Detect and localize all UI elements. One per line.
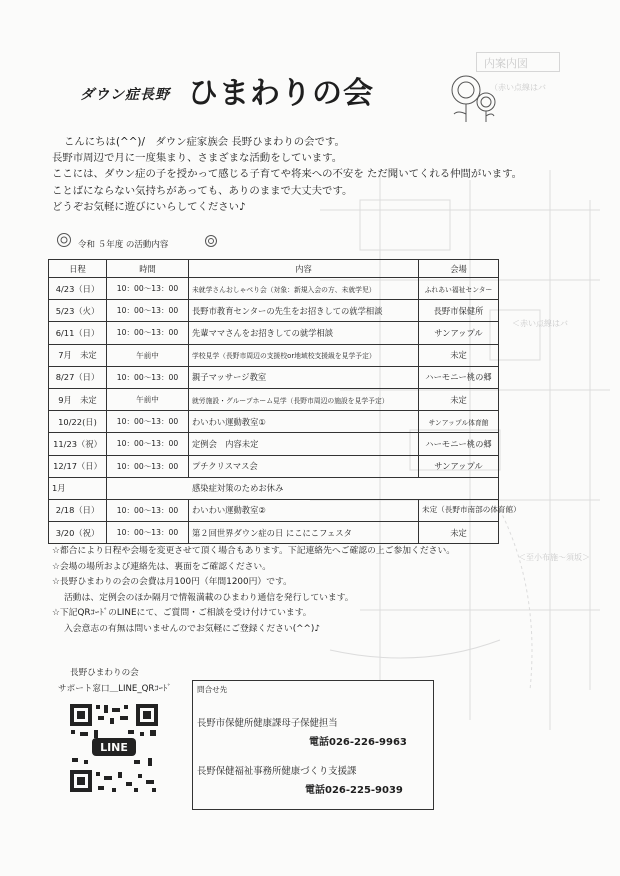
table-row xyxy=(49,411,499,433)
date-cell: 3/20（祝） xyxy=(49,522,107,544)
venue-cell: 未定 xyxy=(419,522,499,544)
note-line: ☆都合により日程や会場を変更させて頂く場合もあります。下記連絡先へご確認の上ご参加ください。 xyxy=(52,546,456,556)
venue-cell: ふれあい福祉センター xyxy=(419,278,499,300)
content-cell: 未就学さんおしゃべり会（対象：新規入会の方、未就学児） xyxy=(189,278,419,300)
date-cell: 10/22(日) xyxy=(49,411,107,433)
content-cell: 長野市教育センターの先生をお招きしての就学相談 xyxy=(189,300,419,322)
venue-cell: サンアップル xyxy=(419,322,499,344)
venue-cell: ハーモニー桃の郷 xyxy=(419,366,499,388)
content-text: 感染症対策のためお休み xyxy=(192,483,284,494)
table-row xyxy=(49,433,499,455)
intro-line: ことばにならない気持ちがあっても、ありのままで大丈夫です。 xyxy=(52,184,353,197)
date-cell: 5/23（火） xyxy=(49,300,107,322)
intro-line: 長野市周辺で月に一度集まり、さまざまな活動をしています。 xyxy=(52,152,343,165)
table-header-row xyxy=(49,260,499,278)
contact-org-2: 長野保健福祉事務所健康づくり支援課 xyxy=(197,766,357,777)
content-cell: 第２回世界ダウン症の日 にこにこフェスタ xyxy=(189,522,419,544)
intro-line: ここには、ダウン症の子を授かって感じる子育てや将来への不安を ただ聞いてくれる仲間がいます。 xyxy=(52,168,523,181)
table-row xyxy=(49,300,499,322)
contact-phone-2[interactable]: 電話026-225-9039 xyxy=(305,785,403,796)
note-line: ☆会場の場所および連絡先は、裏面をご確認ください。 xyxy=(52,561,272,572)
time-cell: 10：00〜13：00 xyxy=(107,455,189,477)
content-cell: 就労施設・グループホーム見学（長野市周辺の施設を見学予定） xyxy=(189,388,419,410)
time-cell: 10：00〜13：00 xyxy=(107,499,189,521)
date-cell: 8/27（日） xyxy=(49,366,107,388)
notes xyxy=(52,544,455,637)
table-row xyxy=(49,455,499,477)
note-line: 活動は、定例会のほか隔月で情報満載のひまわり通信を発行しています。 xyxy=(64,592,354,603)
map-label: ＜至小布施〜須坂＞ xyxy=(518,553,590,562)
note-line: ☆下記QRｺｰﾄﾞのLINEにて、ご質問・ご相談を受け付けています。 xyxy=(52,608,312,618)
time-cell: 午前中 xyxy=(107,344,189,366)
date-cell: 1月 xyxy=(49,477,107,499)
time-cell: 10：00〜13：00 xyxy=(107,433,189,455)
contact-caption: 問合せ先 xyxy=(197,685,228,694)
content-cell xyxy=(107,477,499,499)
date-cell: 11/23（祝） xyxy=(49,433,107,455)
date-cell: 12/17（日） xyxy=(49,455,107,477)
content-cell: 親子マッサージ教室 xyxy=(189,366,419,388)
date-cell: 4/23（日） xyxy=(49,278,107,300)
qr-line-label: LINE xyxy=(100,741,128,754)
time-cell: 午前中 xyxy=(107,388,189,410)
time-cell: 10：00〜13：00 xyxy=(107,411,189,433)
venue-cell: 未定（長野市南部の体育館） xyxy=(419,499,499,521)
map-title: 内案内図 xyxy=(484,57,528,70)
content-cell: わいわい運動教室② xyxy=(189,499,419,521)
date-cell: 9月 未定 xyxy=(49,388,107,410)
contact-org-1: 長野市保健所健康課母子保健担当 xyxy=(197,718,338,729)
note-line: 入会意志の有無は問いませんのでお気軽にご登録ください(^^)♪ xyxy=(64,623,320,634)
date-cell: 6/11（日） xyxy=(49,322,107,344)
table-row xyxy=(49,366,499,388)
venue-cell: 未定 xyxy=(419,388,499,410)
contact-phone-1[interactable]: 電話026-226-9963 xyxy=(309,737,407,748)
title-prefix: ダウン症長野 xyxy=(80,87,170,103)
org-info xyxy=(58,665,172,697)
content-cell: 学校見学（長野市周辺の支援校or地域校支援級を見学予定） xyxy=(189,344,419,366)
time-cell: 10：00〜13：00 xyxy=(107,322,189,344)
map-label: ＜赤い点線はバ xyxy=(512,319,568,328)
table-row xyxy=(49,278,499,300)
time-cell: 10：00〜13：00 xyxy=(107,278,189,300)
sunflower-icon xyxy=(440,68,496,124)
schedule-heading: 令和 ５年度 の活動内容 xyxy=(78,240,169,250)
table-row xyxy=(49,522,499,544)
title-main: ひまわりの会 xyxy=(188,76,374,111)
column-header: 時間 xyxy=(107,260,189,278)
flower-icon xyxy=(56,232,72,248)
line-qr-code[interactable] xyxy=(68,702,160,794)
venue-cell: ハーモニー桃の郷 xyxy=(419,433,499,455)
date-cell: 2/18（日） xyxy=(49,499,107,521)
time-cell: 10：00〜13：00 xyxy=(107,300,189,322)
date-cell: 7月 未定 xyxy=(49,344,107,366)
venue-cell: サンアップル xyxy=(419,455,499,477)
intro-line: どうぞお気軽に遊びにいらしてください♪ xyxy=(52,200,246,213)
content-cell: プチクリスマス会 xyxy=(189,455,419,477)
content-cell: 定例会 内容未定 xyxy=(189,433,419,455)
note-line: ☆長野ひまわりの会の会費は月100円（年間1200円）です。 xyxy=(52,577,292,587)
venue-cell: サンアップル体育館 xyxy=(419,411,499,433)
org-name: 長野ひまわりの会 xyxy=(70,668,139,678)
qr-caption: サポート窓口＿LINE_QRｺｰﾄﾞ xyxy=(58,684,172,694)
content-cell: わいわい運動教室① xyxy=(189,411,419,433)
table-row xyxy=(49,344,499,366)
table-row xyxy=(49,388,499,410)
map-label: （赤い点線はバ xyxy=(490,83,546,92)
flower-icon xyxy=(204,234,218,248)
content-cell: 先輩ママさんをお招きしての就学相談 xyxy=(189,322,419,344)
time-cell: 10：00〜13：00 xyxy=(107,366,189,388)
column-header: 会場 xyxy=(419,260,499,278)
intro-line: こんにちは(^^)/ ダウン症家族会 長野ひまわりの会です。 xyxy=(64,136,345,148)
column-header: 内容 xyxy=(189,260,419,278)
table-row xyxy=(49,499,499,521)
column-header: 日程 xyxy=(49,260,107,278)
schedule-table xyxy=(48,259,521,544)
venue-cell: 長野市保健所 xyxy=(419,300,499,322)
table-row xyxy=(49,322,499,344)
contact-box xyxy=(192,680,434,810)
table-row xyxy=(49,477,499,499)
intro-text xyxy=(52,134,522,215)
time-cell: 10：00〜13：00 xyxy=(107,522,189,544)
venue-cell: 未定 xyxy=(419,344,499,366)
